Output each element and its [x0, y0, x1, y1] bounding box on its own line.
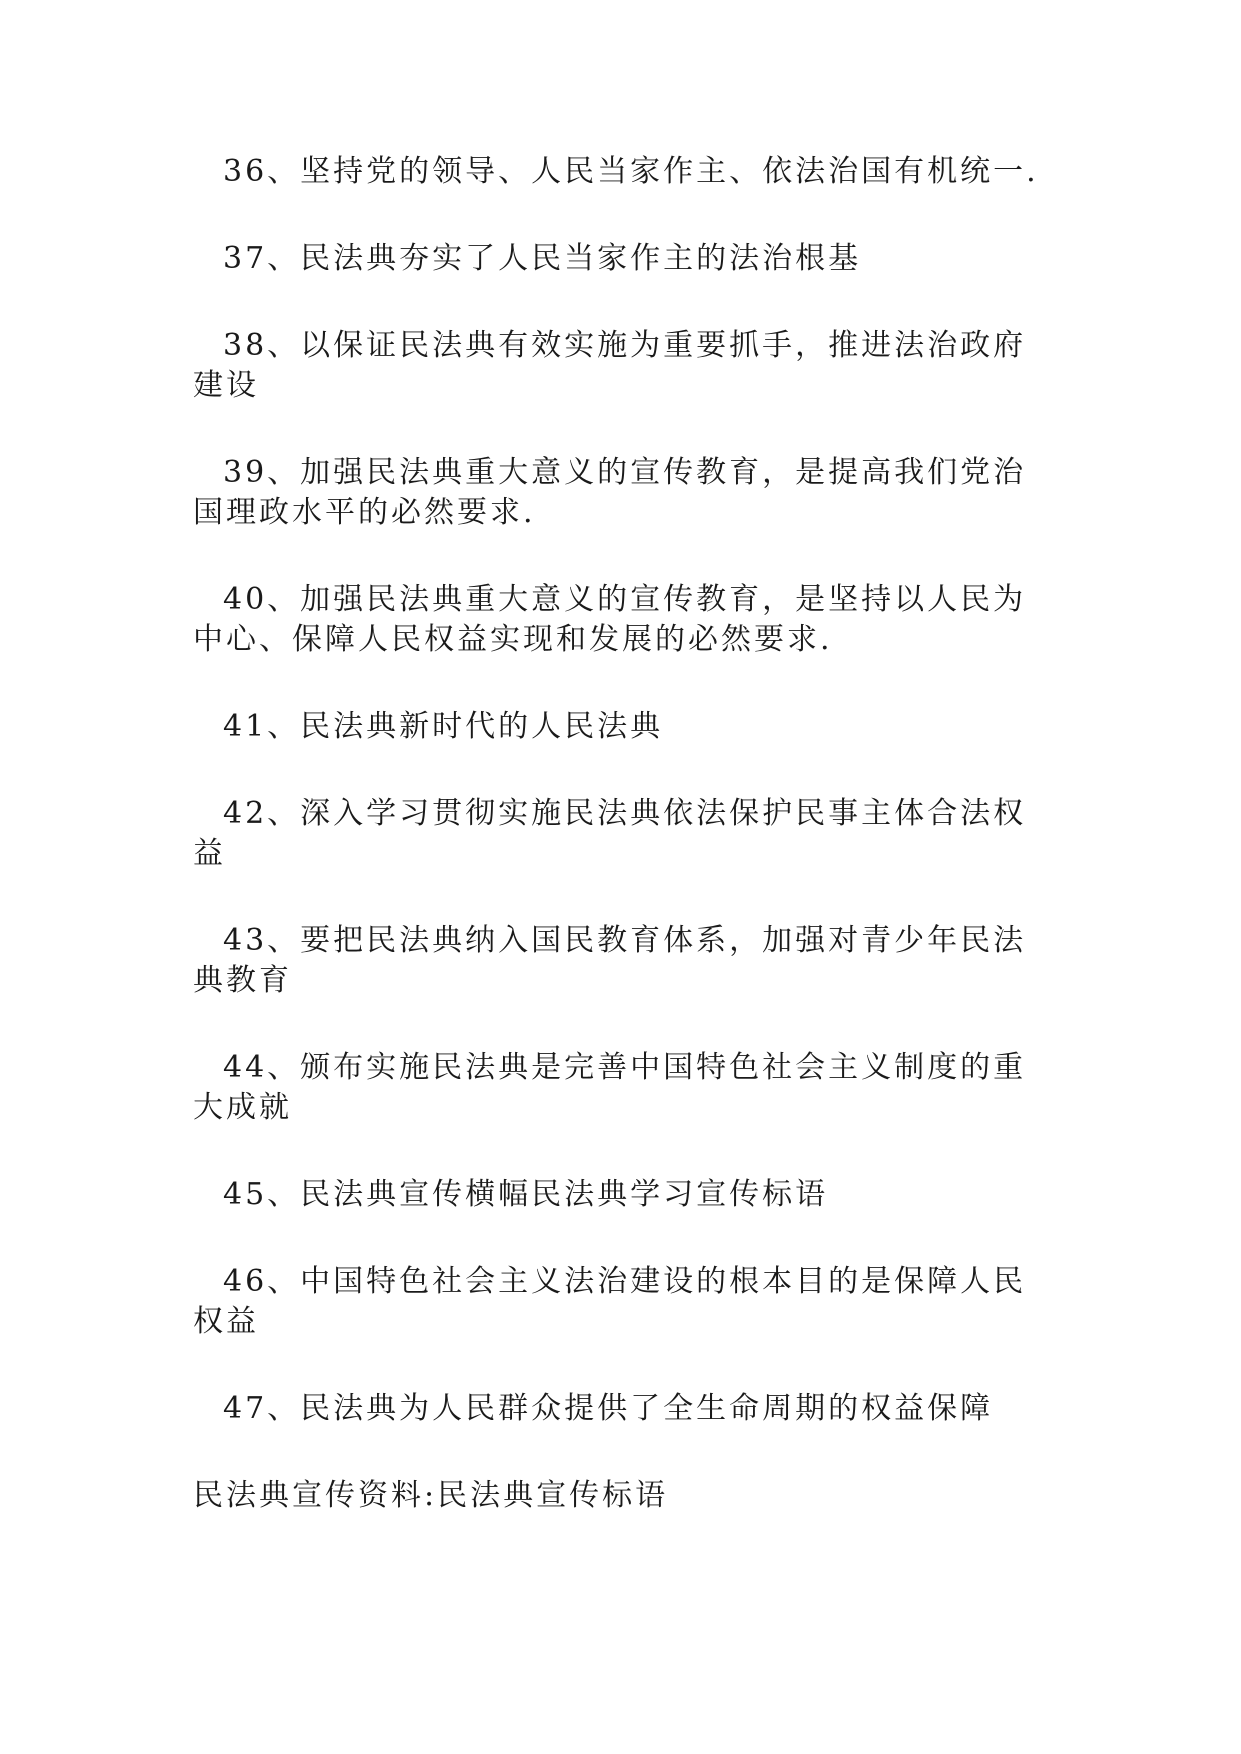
slogan-item-38: 38、以保证民法典有效实施为重要抓手，推进法治政府建设 [193, 328, 1027, 403]
slogan-item-45: 45、民法典宣传横幅民法典学习宣传标语 [223, 1177, 829, 1212]
slogan-item-37: 37、民法典夯实了人民当家作主的法治根基 [223, 241, 862, 276]
document-content [193, 152, 1043, 1516]
slogan-item-41: 41、民法典新时代的人民法典 [223, 709, 664, 744]
document-footer-heading: 民法典宣传资料:民法典宣传标语 [193, 1478, 669, 1513]
slogan-item-47: 47、民法典为人民群众提供了全生命周期的权益保障 [223, 1391, 994, 1426]
slogan-item-42: 42、深入学习贯彻实施民法典依法保护民事主体合法权益 [193, 796, 1027, 871]
slogan-item-39: 39、加强民法典重大意义的宣传教育，是提高我们党治国理政水平的必然要求. [193, 455, 1027, 530]
slogan-item-40: 40、加强民法典重大意义的宣传教育，是坚持以人民为中心、保障人民权益实现和发展的必然要求. [193, 582, 1027, 657]
slogan-item-44: 44、颁布实施民法典是完善中国特色社会主义制度的重大成就 [193, 1050, 1027, 1125]
slogan-item-43: 43、要把民法典纳入国民教育体系，加强对青少年民法典教育 [193, 923, 1027, 998]
slogan-item-46: 46、中国特色社会主义法治建设的根本目的是保障人民权益 [193, 1264, 1027, 1339]
slogan-item-36: 36、坚持党的领导、人民当家作主、依法治国有机统一. [223, 154, 1039, 189]
